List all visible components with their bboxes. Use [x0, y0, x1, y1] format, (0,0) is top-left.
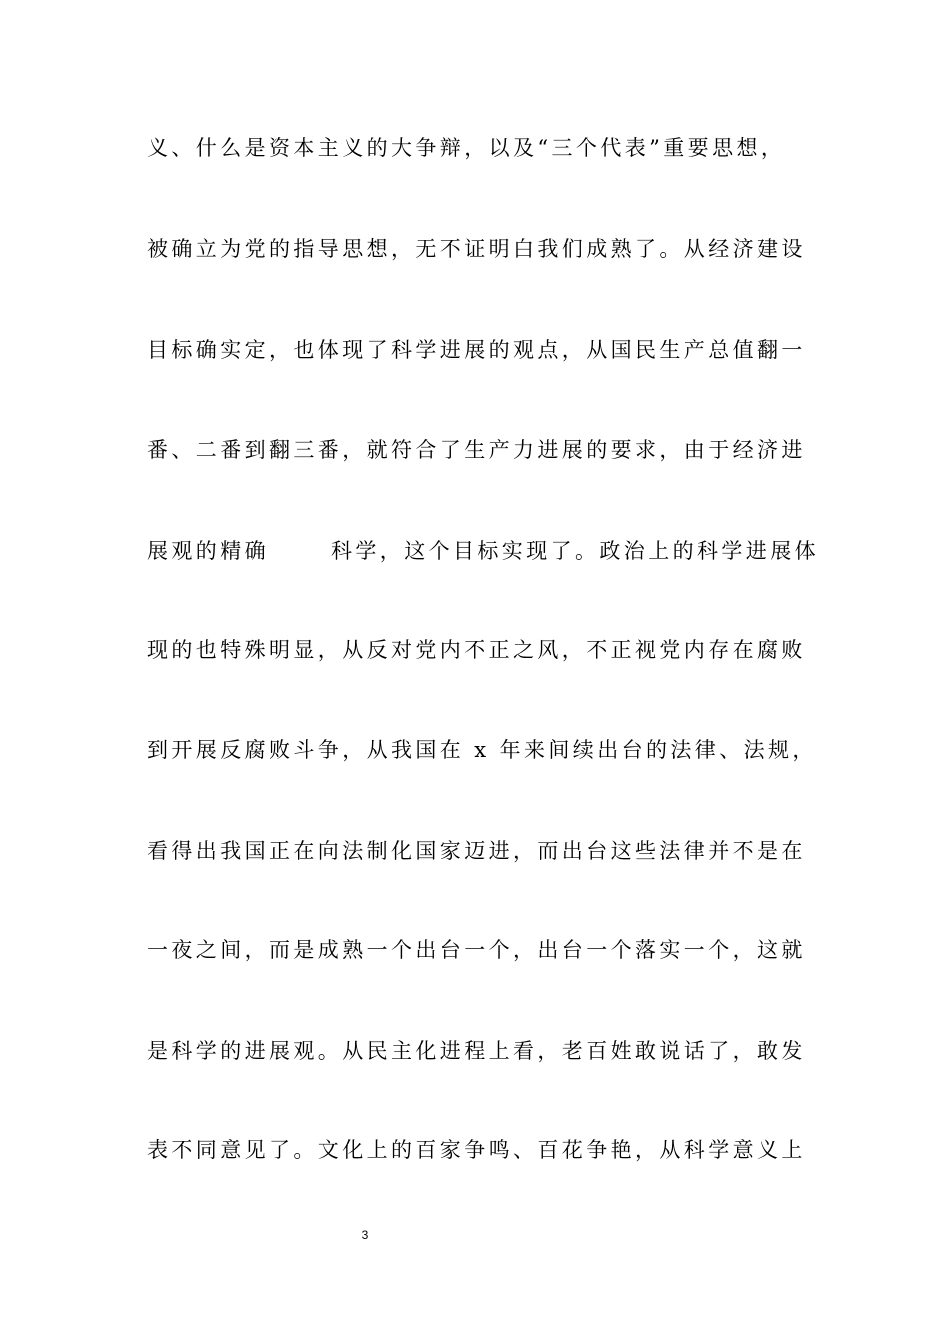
text-line-1: 义、什么是资本主义的大争辩，以及“三个代表”重要思想， — [147, 136, 786, 160]
page-number: 3 — [361, 1228, 369, 1242]
text-line-5 — [147, 535, 819, 567]
text-line-7: 到开展反腐败斗争，从我国在 x 年来间续出台的法律、法规， — [147, 738, 817, 762]
text-line-11: 表不同意见了。文化上的百家争鸣、百花争艳，从科学意义上 — [147, 1138, 806, 1162]
text-line-8: 看得出我国正在向法制化国家迈进，而出台这些法律并不是在 — [147, 839, 806, 863]
text-line-5-start: 展观的精确 — [147, 539, 269, 563]
text-line-5-end: 科学，这个目标实现了。政治上的科学进展体 — [331, 539, 819, 563]
text-line-10: 是科学的进展观。从民主化进程上看，老百姓敢说话了，敢发 — [147, 1039, 806, 1063]
text-line-3: 目标确实定，也体现了科学进展的观点，从国民生产总值翻一 — [147, 338, 806, 362]
text-line-4: 番、二番到翻三番，就符合了生产力进展的要求，由于经济进 — [147, 438, 806, 462]
text-line-6: 现的也特殊明显，从反对党内不正之风，不正视党内存在腐败 — [147, 638, 806, 662]
text-line-9: 一夜之间，而是成熟一个出台一个，出台一个落实一个，这就 — [147, 938, 806, 962]
text-line-2: 被确立为党的指导思想，无不证明白我们成熟了。从经济建设 — [147, 237, 806, 261]
